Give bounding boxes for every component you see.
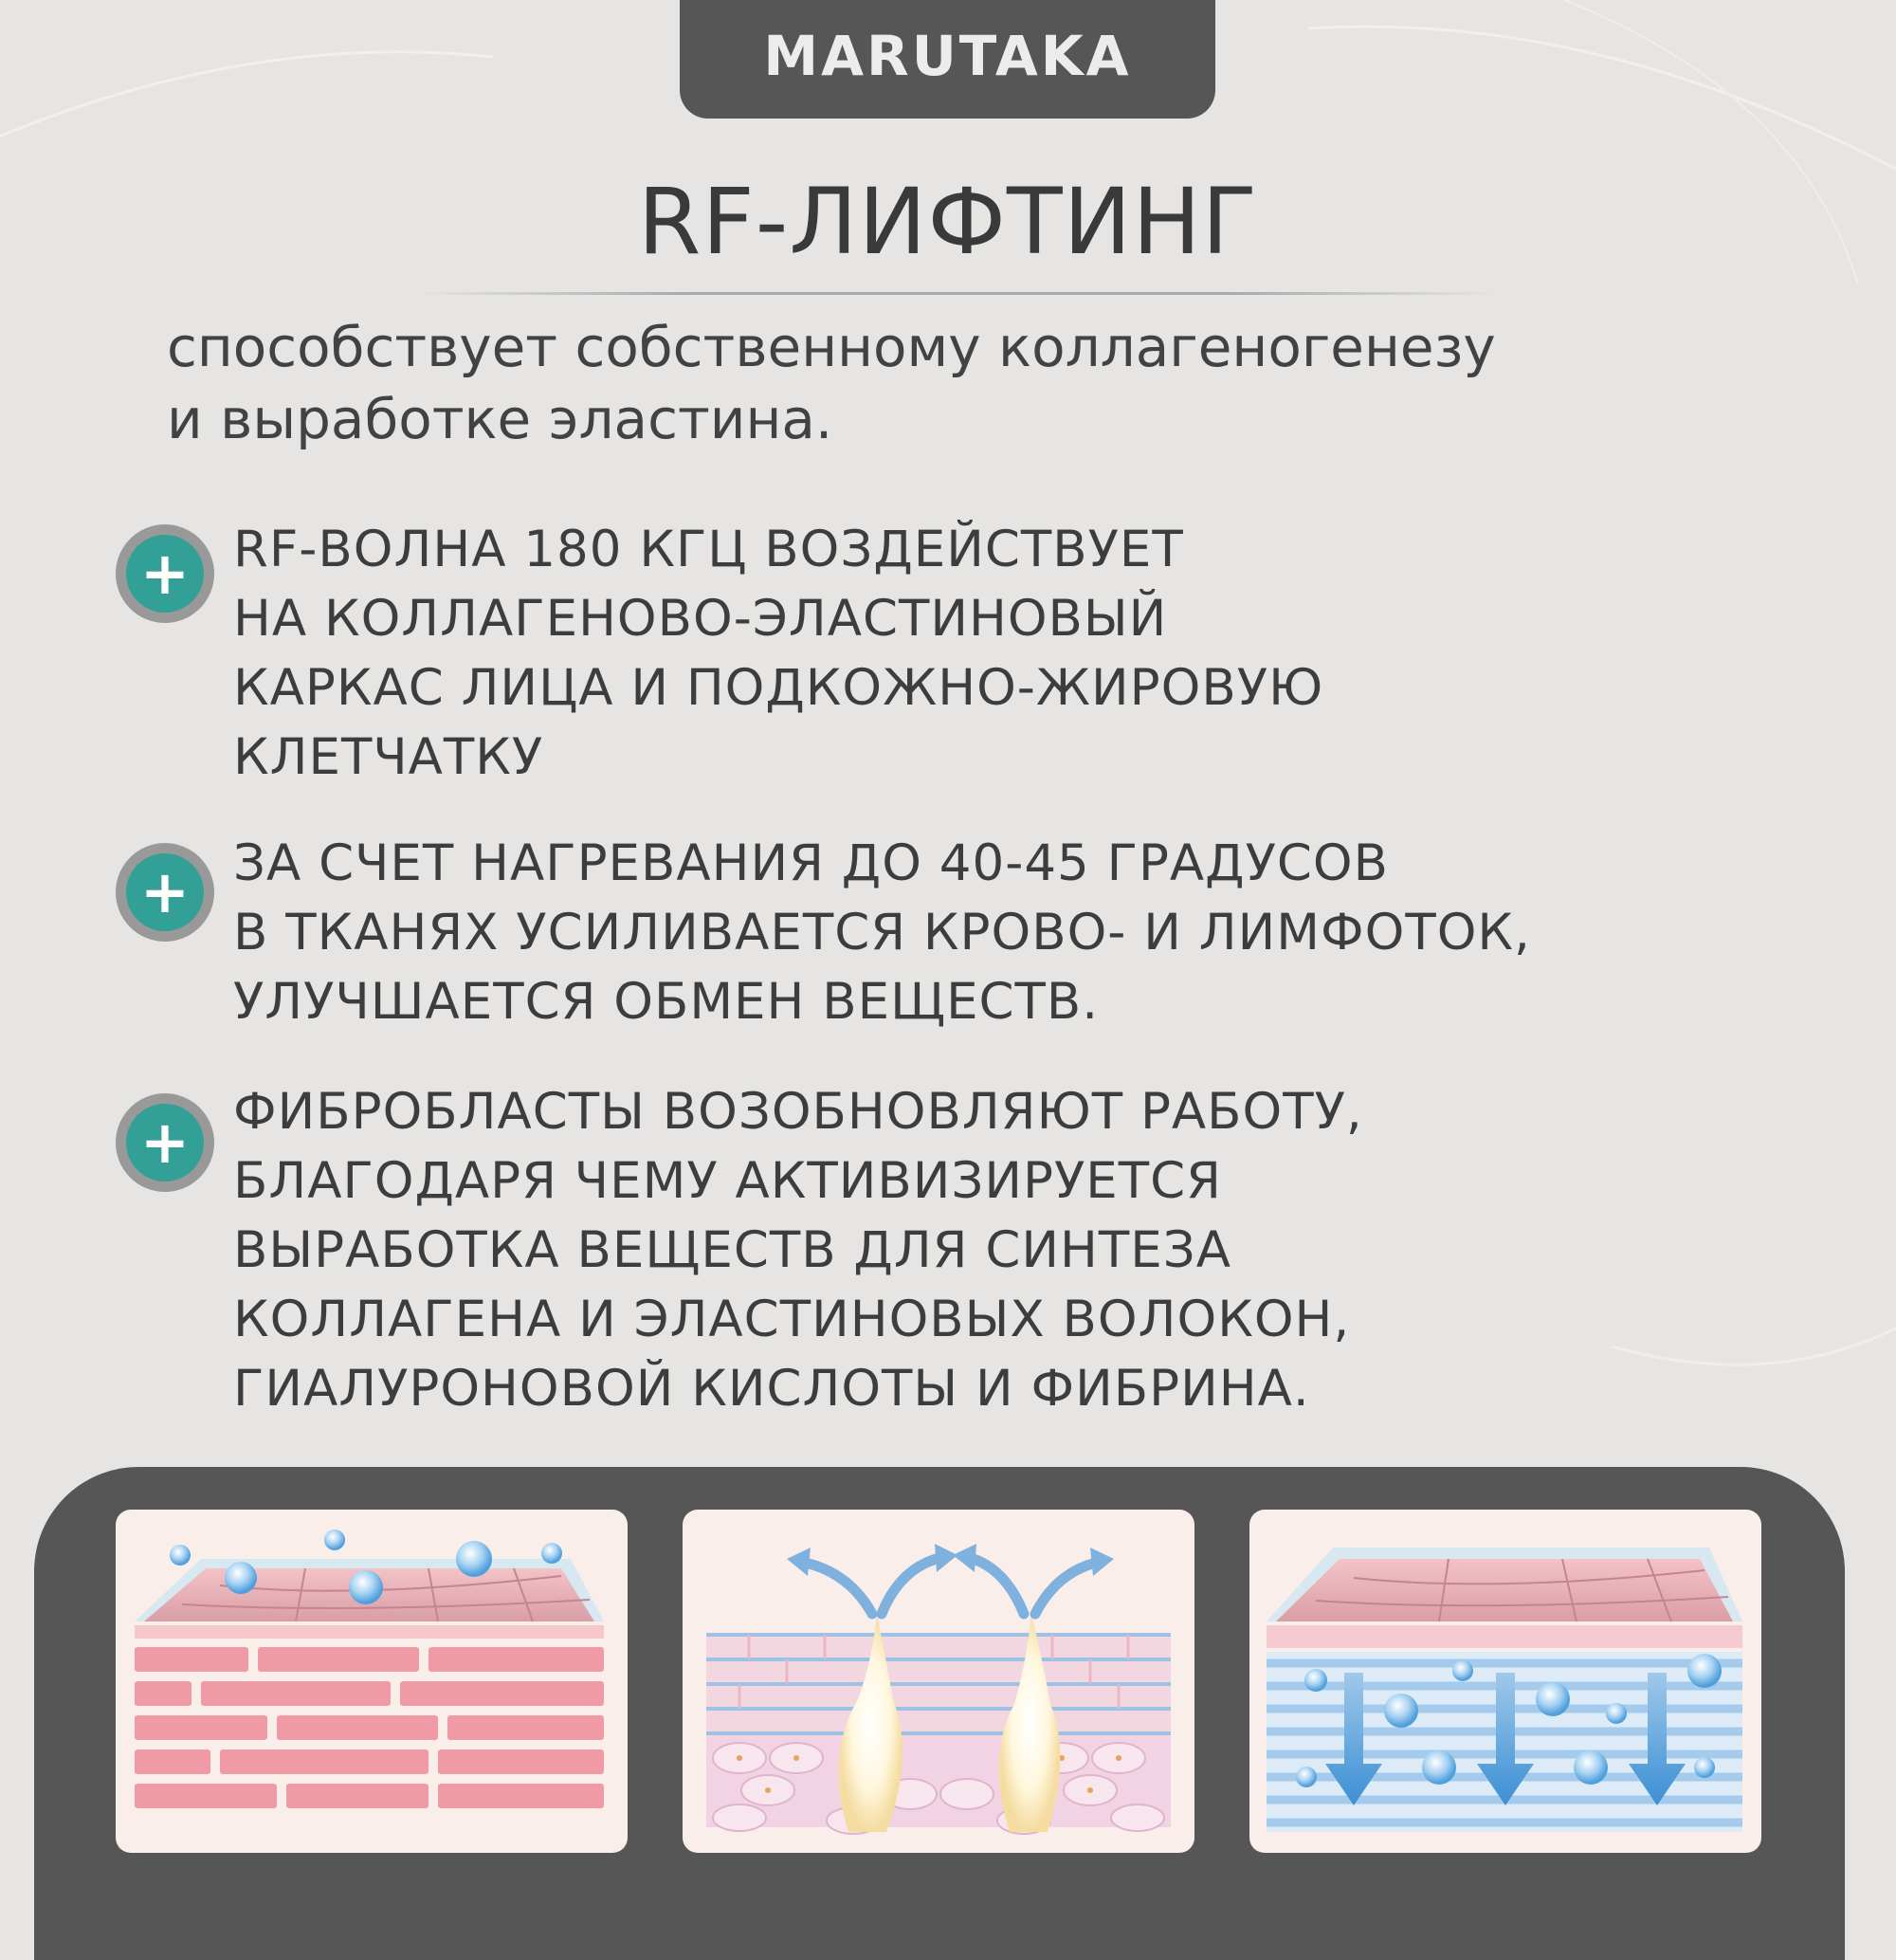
feature-text <box>233 1077 1807 1423</box>
feature-line: НА КОЛЛАГЕНОВО-ЭЛАСТИНОВЫЙ <box>233 590 1168 648</box>
title-divider <box>417 292 1498 295</box>
feature-line: БЛАГОДАРЯ ЧЕМУ АКТИВИЗИРУЕТСЯ <box>233 1152 1222 1210</box>
subtitle-line: способствует собственному коллагеногенезу <box>167 315 1496 379</box>
feature-text <box>233 515 1807 792</box>
pores-upward-arrows-illustration <box>683 1510 1194 1853</box>
brand-logo: MARUTAKA <box>763 24 1132 88</box>
subtitle-line: и выработке эластина. <box>167 387 833 451</box>
feature-line: ФИБРОБЛАСТЫ ВОЗОБНОВЛЯЮТ РАБОТУ, <box>233 1083 1363 1141</box>
feature-line: ЗА СЧЕТ НАГРЕВАНИЯ ДО 40-45 ГРАДУСОВ <box>233 834 1389 892</box>
feature-line: УЛУЧШАЕТСЯ ОБМЕН ВЕЩЕСТВ. <box>233 973 1100 1031</box>
plus-icon: + <box>116 843 214 942</box>
skin-layers-bubbles-illustration <box>116 1510 628 1853</box>
brand-tab <box>680 0 1215 119</box>
feature-line: ГИАЛУРОНОВОЙ КИСЛОТЫ И ФИБРИНА. <box>233 1360 1310 1418</box>
feature-line: ВЫРАБОТКА ВЕЩЕСТВ ДЛЯ СИНТЕЗА <box>233 1221 1231 1279</box>
subtitle <box>167 311 1778 455</box>
plus-icon: + <box>116 524 214 623</box>
feature-line: В ТКАНЯХ УСИЛИВАЕТСЯ КРОВО- И ЛИМФОТОК, <box>233 904 1531 962</box>
plus-icon: + <box>116 1093 214 1192</box>
skin-downward-arrows-illustration <box>1249 1510 1761 1853</box>
feature-line: КОЛЛАГЕНА И ЭЛАСТИНОВЫХ ВОЛОКОН, <box>233 1291 1351 1348</box>
feature-text <box>233 829 1807 1036</box>
feature-line: КЛЕТЧАТКУ <box>233 728 544 786</box>
feature-line: КАРКАС ЛИЦА И ПОДКОЖНО-ЖИРОВУЮ <box>233 659 1324 717</box>
page-title: RF-ЛИФТИНГ <box>637 169 1259 275</box>
feature-line: RF-ВОЛНА 180 КГЦ ВОЗДЕЙСТВУЕТ <box>233 521 1184 578</box>
